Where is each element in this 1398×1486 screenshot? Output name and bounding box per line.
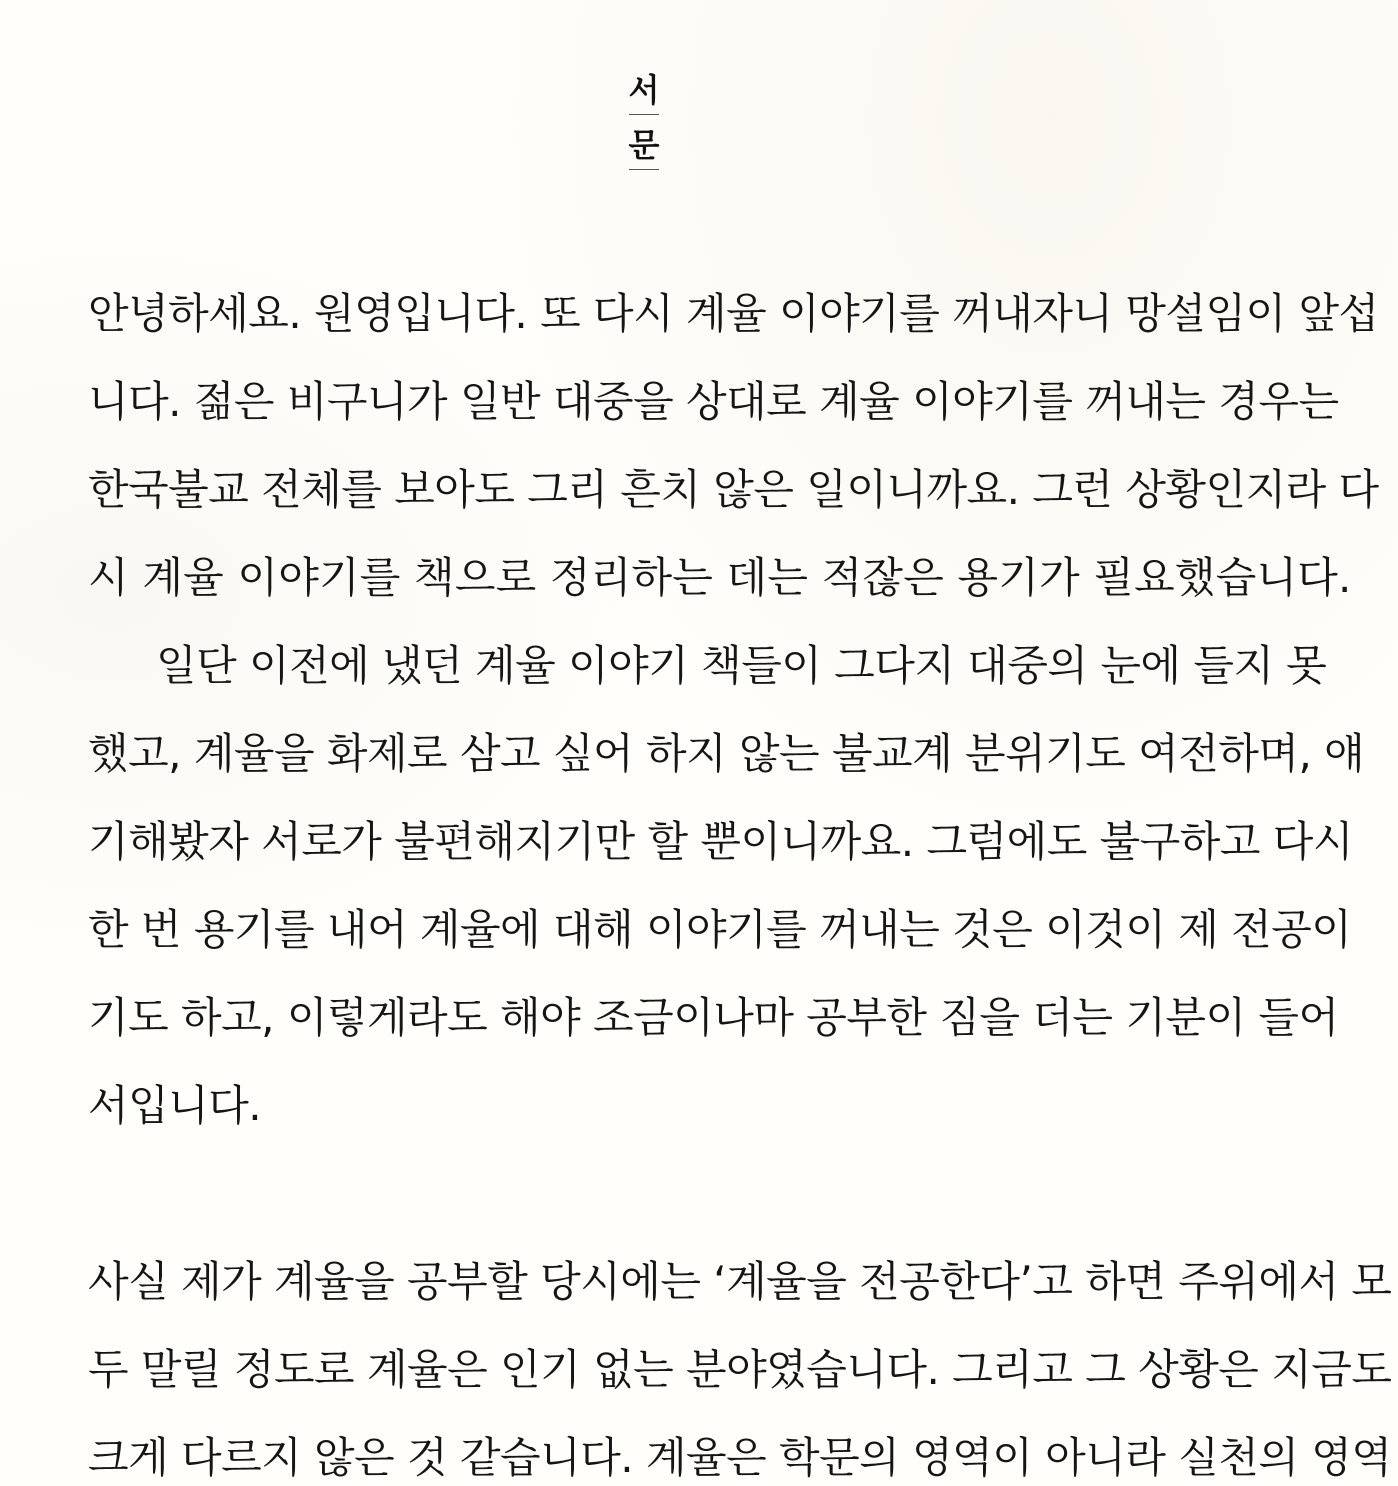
title-divider bbox=[629, 114, 659, 115]
title-char-1: 서 bbox=[628, 71, 660, 109]
text-line: 크게 다르지 않은 것 같습니다. 계율은 학문의 영역이 아니라 실천의 영역 bbox=[88, 1433, 1392, 1482]
title-divider bbox=[629, 169, 659, 170]
text-line: 니다. 젊은 비구니가 일반 대중을 상대로 계율 이야기를 꺼내는 경우는 bbox=[88, 377, 1339, 426]
chapter-title bbox=[614, 72, 674, 182]
text-line: 기해봤자 서로가 불편해지기만 할 뿐이니까요. 그럼에도 불구하고 다시 bbox=[88, 817, 1353, 866]
text-line: 한국불교 전체를 보아도 그리 흔치 않은 일이니까요. 그런 상황인지라 다 bbox=[88, 465, 1379, 514]
text-line: 시 계율 이야기를 책으로 정리하는 데는 적잖은 용기가 필요했습니다. bbox=[88, 553, 1352, 602]
text-line: 서입니다. bbox=[88, 1081, 262, 1130]
text-line: 했고, 계율을 화제로 삼고 싶어 하지 않는 불교계 분위기도 여전하며, 얘 bbox=[88, 729, 1365, 778]
text-line: 기도 하고, 이렇게라도 해야 조금이나마 공부한 짐을 더는 기분이 들어 bbox=[88, 993, 1339, 1042]
title-char-2: 문 bbox=[628, 126, 660, 164]
text-line: 한 번 용기를 내어 계율에 대해 이야기를 꺼내는 것은 이것이 제 전공이 bbox=[88, 905, 1352, 954]
text-line: 두 말릴 정도로 계율은 인기 없는 분야였습니다. 그리고 그 상황은 지금도 bbox=[88, 1345, 1392, 1394]
text-line: 안녕하세요. 원영입니다. 또 다시 계율 이야기를 꺼내자니 망설임이 앞섭 bbox=[88, 289, 1379, 338]
text-line: 사실 제가 계율을 공부할 당시에는 ‘계율을 전공한다’고 하면 주위에서 모 bbox=[88, 1257, 1392, 1306]
text-line: 일단 이전에 냈던 계율 이야기 책들이 그다지 대중의 눈에 들지 못 bbox=[156, 641, 1327, 690]
